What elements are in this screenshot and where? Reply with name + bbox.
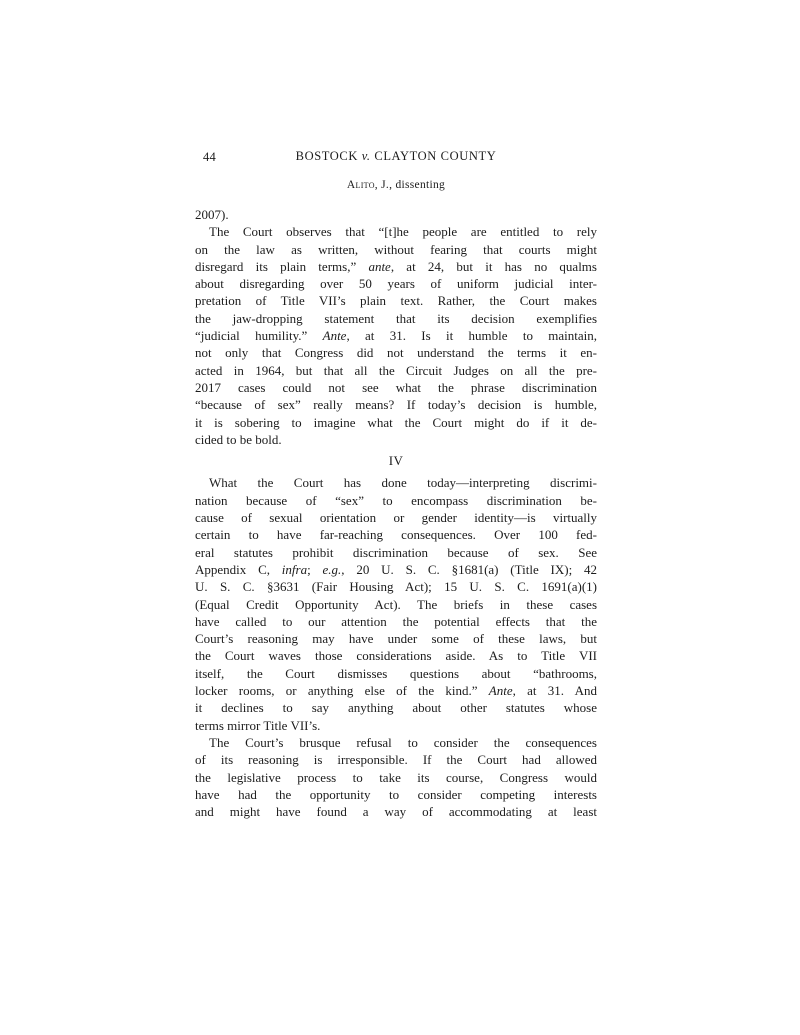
text-run: ante	[368, 258, 391, 274]
body-line	[195, 699, 597, 716]
body-line	[195, 474, 597, 491]
body-line	[195, 561, 597, 578]
text-run: “judicial humility.”	[195, 328, 323, 344]
opinion-attribution	[195, 179, 597, 192]
text-run: eral statutes prohibit discrimination because of sex. See	[195, 544, 597, 560]
text-run: about disregarding over 50 years of uniform judicial inter-	[195, 276, 597, 292]
body-line	[195, 206, 597, 223]
body-line	[195, 596, 597, 613]
running-header	[195, 149, 597, 165]
text-run: ;	[307, 561, 323, 577]
text-run: , J., dissenting	[374, 179, 446, 191]
body-line	[195, 526, 597, 543]
text-run: IV	[388, 453, 404, 469]
text-run: , at 31. Is it humble to maintain,	[346, 328, 597, 344]
text-run: certain to have far-reaching consequences. Over 100 fed-	[195, 527, 597, 543]
text-run: U. S. C. §3631 (Fair Housing Act); 15 U. S. C. 1691(a)(1)	[195, 579, 597, 595]
body-line	[195, 275, 597, 292]
body-text	[195, 206, 597, 820]
text-run: Court’s reasoning may have under some of these laws, but	[195, 631, 597, 647]
body-line	[195, 717, 597, 734]
text-run: the legislative process to take its course, Congress would	[195, 769, 597, 785]
body-line	[195, 396, 597, 413]
body-line	[195, 492, 597, 509]
text-run: The Court observes that “[t]he people are entitled to rely	[209, 224, 597, 240]
text-run: Ante	[488, 683, 513, 699]
text-run: cided to be bold.	[195, 431, 282, 447]
text-run: , at 31. And	[512, 683, 597, 699]
text-run: What the Court has done today—interpreting discrimi-	[209, 475, 597, 491]
text-run: the Court waves those considerations aside. As to Title VII	[195, 648, 597, 664]
body-line	[195, 327, 597, 344]
text-run: have had the opportunity to consider competing interests	[195, 786, 597, 802]
body-line	[195, 734, 597, 751]
text-run: v.	[361, 149, 371, 163]
text-run: “because of sex” really means? If today’s decision is humble,	[195, 397, 597, 413]
text-run: have called to our attention the potential effects that the	[195, 613, 597, 629]
body-line	[195, 803, 597, 820]
text-run: (Equal Credit Opportunity Act). The briefs in these cases	[195, 596, 597, 612]
text-run: disregard its plain terms,”	[195, 258, 369, 274]
body-line	[195, 630, 597, 647]
text-run: 2007).	[195, 207, 229, 222]
body-line	[195, 613, 597, 630]
text-run: and might have found a way of accommodating at least	[195, 804, 597, 820]
body-line	[195, 414, 597, 431]
text-run: it is sobering to imagine what the Court might do if it de-	[195, 414, 597, 430]
text-run: Appendix C,	[195, 561, 282, 577]
text-run: The Court’s brusque refusal to consider the consequences	[209, 734, 597, 750]
text-run: 2017 cases could not see what the phrase discrimination	[195, 379, 597, 395]
body-line	[195, 292, 597, 309]
body-line	[195, 769, 597, 786]
text-run: pretation of Title VII’s plain text. Rather, the Court makes	[195, 293, 597, 309]
text-run: of its reasoning is irresponsible. If the Court had allowed	[195, 752, 597, 768]
text-run: nation because of “sex” to encompass discrimination be-	[195, 492, 597, 508]
body-line	[195, 431, 597, 448]
section-heading	[195, 452, 597, 469]
text-run: , 20 U. S. C. §1681(a) (Title IX); 42	[341, 561, 597, 577]
text-run: infra	[281, 561, 308, 577]
text-run: cause of sexual orientation or gender identity—is virtually	[195, 510, 597, 526]
body-line	[195, 751, 597, 768]
body-line	[195, 258, 597, 275]
text-run: BOSTOCK	[295, 149, 362, 163]
body-line	[195, 665, 597, 682]
body-line	[195, 362, 597, 379]
text-run: on the law as written, without fearing that courts might	[195, 241, 597, 257]
body-line	[195, 578, 597, 595]
text-run: terms mirror Title VII’s.	[195, 717, 321, 733]
body-line	[195, 544, 597, 561]
text-run: acted in 1964, but that all the Circuit Judges on all the pre-	[195, 362, 597, 378]
text-run: itself, the Court dismisses questions about “bathrooms,	[195, 665, 597, 681]
body-line	[195, 379, 597, 396]
text-run: CLAYTON COUNTY	[370, 149, 497, 163]
text-run: the jaw-dropping statement that its decision exemplifies	[195, 310, 597, 326]
body-line	[195, 223, 597, 240]
body-line	[195, 241, 597, 258]
body-line	[195, 310, 597, 327]
text-run: not only that Congress did not understand the terms it en-	[195, 345, 597, 361]
body-line	[195, 786, 597, 803]
body-line	[195, 344, 597, 361]
text-run: locker rooms, or anything else of the kind.”	[195, 683, 489, 699]
case-title	[195, 149, 597, 163]
text-run: Ante	[322, 328, 347, 344]
text-run: Alito	[346, 179, 375, 191]
page-number: 44	[203, 150, 217, 164]
text-run: e.g.	[322, 561, 342, 577]
text-run: , at 24, but it has no qualms	[390, 258, 597, 274]
text-run: it declines to say anything about other statutes whose	[195, 700, 597, 716]
body-line	[195, 509, 597, 526]
body-line	[195, 682, 597, 699]
body-line	[195, 647, 597, 664]
